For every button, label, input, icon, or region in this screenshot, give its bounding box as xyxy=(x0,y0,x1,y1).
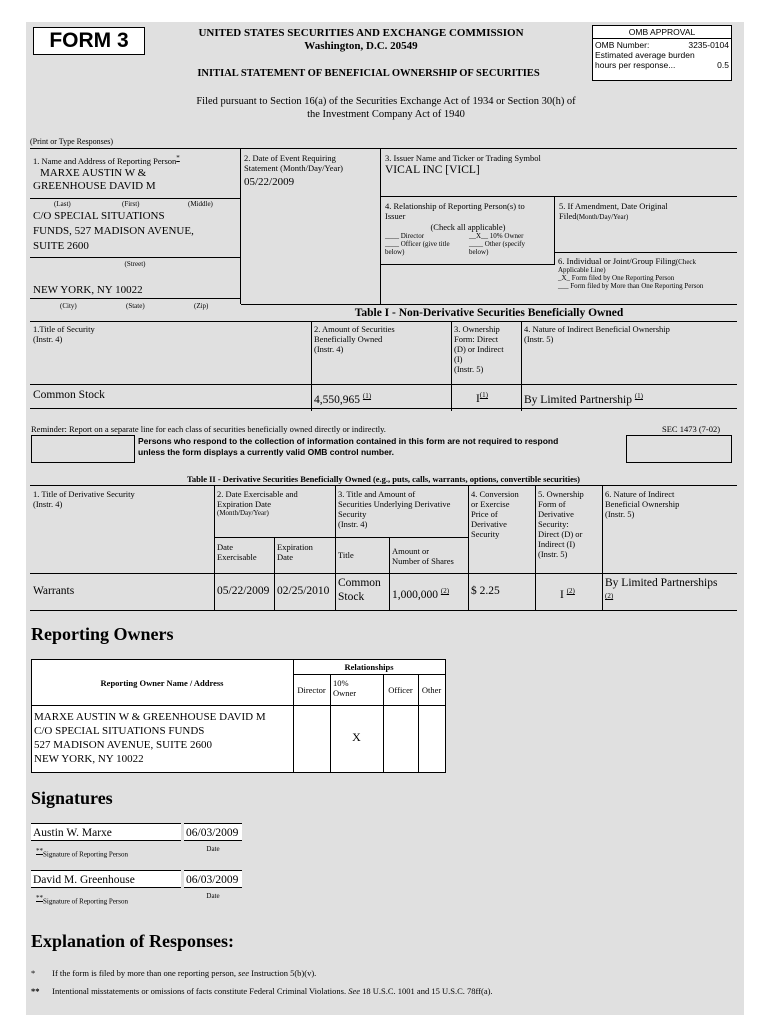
t1-header-1-line-1: 1.Title of Security xyxy=(33,324,95,334)
box-5-label-3: (Month/Day/Year) xyxy=(576,213,629,221)
signature-1-date: 06/03/2009 xyxy=(184,823,242,841)
t2-header-3-line-3: Security xyxy=(338,509,367,519)
t2-sub-amount-1: Amount or xyxy=(392,546,430,556)
t2-row-border xyxy=(30,573,737,574)
t1-header-2-line-3: (Instr. 4) xyxy=(314,344,344,354)
table-2-title: Table II - Derivative Securities Beneficially Owned (e.g., puts, calls, warrants, options, convertible securities) xyxy=(186,474,580,484)
box-4-label-2: Issuer xyxy=(385,211,406,221)
t2-sub-title: Title xyxy=(338,550,354,560)
omb-title: OMB APPROVAL xyxy=(593,26,731,39)
box-2-label-2: Statement (Month/Day/Year) xyxy=(244,163,343,173)
box-4-director: ____ Director xyxy=(385,232,425,240)
box-6-filing-type xyxy=(557,254,737,302)
box-4-check-note: (Check all applicable) xyxy=(430,222,506,232)
t1-row-nature: By Limited Partnership xyxy=(524,393,632,406)
owners-col-ten-1: 10% xyxy=(333,678,349,688)
t2-header-1-line-2: (Instr. 4) xyxy=(33,499,63,509)
form-sheet xyxy=(26,22,744,1015)
t1-header-3-line-1: 3. Ownership xyxy=(454,324,500,334)
box-5-divider xyxy=(555,252,737,253)
t2-header-5-line-4: Security: xyxy=(538,519,569,529)
t2-header-5-line-5: Direct (D) or xyxy=(538,529,583,539)
hours-value: 0.5 xyxy=(717,60,729,70)
box-4-label-1: 4. Relationship of Reporting Person(s) to xyxy=(385,201,525,211)
state-label: (State) xyxy=(126,302,145,310)
reporting-person-name-1: MARXE AUSTIN W & xyxy=(40,166,147,179)
box-6-label-1: 6. Individual or Joint/Group Filing xyxy=(558,256,676,266)
t2-col-divider-4 xyxy=(535,485,536,611)
t1-header-4-line-1: 4. Nature of Indirect Beneficial Ownership xyxy=(524,324,670,334)
filed-pursuant-line-1: Filed pursuant to Section 16(a) of the Securities Exchange Act of 1934 or Section 30(h) of xyxy=(196,96,576,107)
signature-2-caption: Signature of Reporting Person xyxy=(43,897,128,906)
signature-2-name: David M. Greenhouse xyxy=(31,870,181,888)
t2-header-3-line-4: (Instr. 4) xyxy=(338,519,368,529)
burden-label: Estimated average burden xyxy=(595,50,695,60)
owners-col-divider-1 xyxy=(293,659,294,772)
box-6-label-2: (Check xyxy=(675,258,697,266)
t1-col-divider-2 xyxy=(451,321,452,411)
t1-col-divider-1 xyxy=(311,321,312,411)
t2-header-6-line-3: (Instr. 5) xyxy=(605,509,635,519)
reminder-text: Reminder: Report on a separate line for each class of securities beneficially owned directly or indirectly. xyxy=(31,424,386,434)
box-4-ten-percent: __X__ 10% Owner xyxy=(469,232,524,240)
t1-header-3-line-5: (Instr. 5) xyxy=(454,364,484,374)
t2-header-6-line-1: 6. Nature of Indirect xyxy=(605,489,675,499)
t2-subheader-border xyxy=(214,537,468,538)
t2-row-amount-footnote[interactable]: (2) xyxy=(440,587,450,595)
signature-2-date: 06/03/2009 xyxy=(184,870,242,888)
note-2-text-b: 18 U.S.C. 1001 and 15 U.S.C. 78ff(a). xyxy=(362,986,493,996)
t2-header-2-line-1: 2. Date Exercisable and xyxy=(217,489,298,499)
t2-sub-amount-2: Number of Shares xyxy=(392,556,454,566)
note-2-mark: ** xyxy=(31,986,40,996)
owners-col-ten-2: Owner xyxy=(333,688,357,698)
address-line-2: FUNDS, 527 MADISON AVENUE, xyxy=(33,225,194,237)
t2-header-4-line-4: Derivative xyxy=(471,519,507,529)
t2-row-amount-cell xyxy=(392,584,449,602)
t2-sub-date-ex-2: Exercisable xyxy=(217,552,257,562)
t2-header-5-line-2: Form of xyxy=(538,499,566,509)
note-1-text-a: If the form is filed by more than one reporting person, xyxy=(52,968,237,978)
t1-header-2-line-1: 2. Amount of Securities xyxy=(314,324,395,334)
note-2-see: See xyxy=(348,986,361,996)
agency-name: UNITED STATES SECURITIES AND EXCHANGE COMMISSION xyxy=(198,27,524,39)
owner-row-line-2: C/O SPECIAL SITUATIONS FUNDS xyxy=(34,725,205,737)
note-1-mark: * xyxy=(31,968,36,978)
issuer-value: VICAL INC [VICL] xyxy=(385,164,480,176)
print-type-note: (Print or Type Responses) xyxy=(30,137,114,146)
form-title: INITIAL STATEMENT OF BENEFICIAL OWNERSHIP OF SECURITIES xyxy=(197,68,540,79)
owners-col-other: Other xyxy=(421,685,442,695)
box-2-label-1: 2. Date of Event Requiring xyxy=(244,153,336,163)
signature-2-label xyxy=(36,894,128,905)
t1-row-amount-cell xyxy=(314,389,371,407)
box-3-label: 3. Issuer Name and Ticker or Trading Symbol xyxy=(385,153,541,163)
box-5-label-1: 5. If Amendment, Date Original xyxy=(559,201,668,211)
owners-col-officer: Officer xyxy=(388,685,413,695)
t2-row-title-1: Common xyxy=(338,577,381,589)
t2-row-title-2: Stock xyxy=(338,591,365,603)
explanation-heading: Explanation of Responses: xyxy=(31,931,235,951)
box-1-divider xyxy=(30,198,240,199)
note-1-see: see xyxy=(238,968,249,978)
t1-row-form-cell xyxy=(476,388,488,406)
city-divider xyxy=(30,298,240,299)
t2-header-2-line-2: Expiration Date xyxy=(217,499,272,509)
t2-header-4-line-3: Price of xyxy=(471,509,498,519)
t1-bottom-border xyxy=(30,408,737,409)
table-1-header-border xyxy=(30,321,737,322)
t2-header-4-line-5: Security xyxy=(471,529,500,539)
t2-row-expiration: 02/25/2010 xyxy=(277,585,330,597)
signature-1-star: ** xyxy=(36,847,43,855)
t1-header-3-line-2: Form: Direct xyxy=(454,334,499,344)
first-label: (First) xyxy=(122,200,140,208)
signature-2-star: ** xyxy=(36,894,43,902)
explanation-note-1 xyxy=(31,968,316,978)
t2-col-divider-5 xyxy=(602,485,603,611)
box-5-amendment xyxy=(556,197,737,252)
t2-col-divider-1 xyxy=(214,485,215,611)
signature-1-name: Austin W. Marxe xyxy=(31,823,181,841)
signature-1-caption: Signature of Reporting Person xyxy=(43,850,128,859)
sec-form-number: SEC 1473 (7-02) xyxy=(662,424,721,434)
t2-row-nature-cell xyxy=(605,577,717,607)
t2-header-3-line-2: Securities Underlying Derivative xyxy=(338,499,451,509)
t2-row-form-footnote[interactable]: (2) xyxy=(566,587,575,595)
t2-header-5-line-7: (Instr. 5) xyxy=(538,549,568,559)
owners-col-relationships: Relationships xyxy=(344,662,394,672)
address-line-1: C/O SPECIAL SITUATIONS xyxy=(33,210,165,222)
owner-row-line-4: NEW YORK, NY 10022 xyxy=(34,753,144,765)
t2-row-date-exercisable: 05/22/2009 xyxy=(217,585,270,597)
omb-notice-line-1: Persons who respond to the collection of information contained in this form are not required to respond xyxy=(138,436,559,446)
t1-row-security: Common Stock xyxy=(33,389,105,401)
t1-row-amount: 4,550,965 xyxy=(314,393,360,406)
t2-header-4-line-1: 4. Conversion xyxy=(471,489,519,499)
table-1-top-border xyxy=(241,304,737,305)
box-4-relationship xyxy=(382,197,555,264)
t1-header-2-line-2: Beneficially Owned xyxy=(314,334,383,344)
t2-bottom-border xyxy=(30,610,737,611)
omb-notice-line-2: unless the form displays a currently valid OMB control number. xyxy=(138,447,395,457)
box-4-other: ____ Other (specify xyxy=(469,240,525,248)
zip-label: (Zip) xyxy=(194,302,209,310)
owner-row-line-1: MARXE AUSTIN W & GREENHOUSE DAVID M xyxy=(34,711,266,723)
t2-sub-date-ex-1: Date xyxy=(217,542,234,552)
owner-row-line-3: 527 MADISON AVENUE, SUITE 2600 xyxy=(34,739,212,751)
reminder-right-box xyxy=(626,435,732,463)
form-label: FORM 3 xyxy=(33,27,145,55)
owners-relationship-divider xyxy=(293,674,445,675)
reminder-left-box xyxy=(31,435,135,463)
box-6-label-3: Applicable Line) xyxy=(558,266,606,274)
street-divider xyxy=(30,257,240,258)
t2-row-form-cell xyxy=(560,584,575,602)
owners-col-director: Director xyxy=(297,685,326,695)
table-1-title: Table I - Non-Derivative Securities Beneficially Owned xyxy=(354,307,624,319)
t2-header-1-line-1: 1. Title of Derivative Security xyxy=(33,489,135,499)
t1-header-3-line-3: (D) or Indirect xyxy=(454,344,504,354)
event-date-value: 05/22/2009 xyxy=(244,176,295,188)
owners-header-border xyxy=(31,705,445,706)
note-1-text-b: Instruction 5(b)(v). xyxy=(251,968,317,978)
t1-col-divider-3 xyxy=(521,321,522,411)
t2-row-nature: By Limited Partnerships xyxy=(605,577,718,589)
t1-row-border xyxy=(30,384,737,385)
agency-location: Washington, D.C. 20549 xyxy=(304,40,418,52)
box-4-officer: ____ Officer (give title xyxy=(385,240,450,248)
box-3-issuer xyxy=(382,148,737,196)
t2-header-5-line-6: Indirect (I) xyxy=(538,539,576,549)
omb-number-label: OMB Number: xyxy=(595,40,650,50)
t2-header-2-line-3: (Month/Day/Year) xyxy=(217,509,269,517)
box-4-below-2: below) xyxy=(469,248,489,256)
omb-approval-box xyxy=(592,25,732,81)
middle-label: (Middle) xyxy=(188,200,213,208)
t2-row-form: I xyxy=(560,588,564,601)
explanation-note-2 xyxy=(31,986,493,996)
last-label: (Last) xyxy=(54,200,71,208)
owners-col-name: Reporting Owner Name / Address xyxy=(100,678,224,688)
box-1-star: * xyxy=(176,154,180,162)
t1-header-4-line-2: (Instr. 5) xyxy=(524,334,554,344)
t2-col-divider-3 xyxy=(468,485,469,611)
signature-2-date-label: Date xyxy=(206,892,220,900)
box-4-bottom xyxy=(381,264,555,265)
box-1-label: 1. Name and Address of Reporting Person xyxy=(33,155,177,166)
owners-col-divider-2 xyxy=(330,674,331,772)
t2-sub-divider-2 xyxy=(389,537,390,611)
t2-header-4-line-2: or Exercise xyxy=(471,499,510,509)
t1-row-nature-cell xyxy=(524,389,643,407)
t2-row-price: $ 2.25 xyxy=(471,585,500,597)
t2-row-security: Warrants xyxy=(33,585,75,597)
t2-sub-divider-1 xyxy=(274,537,275,611)
street-label: (Street) xyxy=(124,260,146,268)
t2-header-5-line-1: 5. Ownership xyxy=(538,489,584,499)
t1-row-nature-footnote[interactable]: (1) xyxy=(634,392,644,400)
box-6-one-person: _X_ Form filed by One Reporting Person xyxy=(558,274,675,282)
t1-row-form: I xyxy=(476,392,480,405)
t2-row-amount: 1,000,000 xyxy=(392,588,438,601)
note-2-text-a: Intentional misstatements or omissions of facts constitute Federal Criminal Violations. xyxy=(52,986,347,996)
t1-header-1-line-2: (Instr. 4) xyxy=(33,334,63,344)
t1-row-amount-footnote[interactable]: (1) xyxy=(362,392,372,400)
t2-header-6-line-2: Beneficial Ownership xyxy=(605,499,680,509)
t1-row-form-footnote[interactable]: (1) xyxy=(479,391,489,399)
omb-number: 3235-0104 xyxy=(688,40,729,50)
t2-top-border xyxy=(30,485,737,486)
t2-sub-exp-2: Date xyxy=(277,552,294,562)
address-line-3: SUITE 2600 xyxy=(33,240,89,252)
reporting-owners-heading: Reporting Owners xyxy=(31,624,174,644)
signature-1-date-label: Date xyxy=(206,845,220,853)
t2-header-3-line-1: 3. Title and Amount of xyxy=(338,489,416,499)
box-6-more-persons: ___ Form filed by More than One Reporting Person xyxy=(558,282,704,290)
box-5-label-2: Filed xyxy=(559,211,577,221)
filed-pursuant-line-2: the Investment Company Act of 1940 xyxy=(307,109,465,120)
reporting-person-name-2: GREENHOUSE DAVID M xyxy=(33,179,156,192)
signatures-heading: Signatures xyxy=(31,788,113,808)
owner-ten-percent-mark: X xyxy=(352,730,361,744)
city-line: NEW YORK, NY 10022 xyxy=(33,284,143,296)
t2-sub-exp-1: Expiration xyxy=(277,542,313,552)
box-2-event-date xyxy=(241,148,381,305)
t1-header-3-line-4: (I) xyxy=(454,354,463,364)
t2-header-5-line-3: Derivative xyxy=(538,509,574,519)
box-4-below-1: below) xyxy=(385,248,405,256)
t2-row-nature-footnote[interactable]: (2) xyxy=(605,592,614,600)
signature-1-label xyxy=(36,847,128,858)
t2-col-divider-2 xyxy=(335,485,336,611)
city-label: (City) xyxy=(60,302,77,310)
hours-label: hours per response... xyxy=(595,60,676,70)
